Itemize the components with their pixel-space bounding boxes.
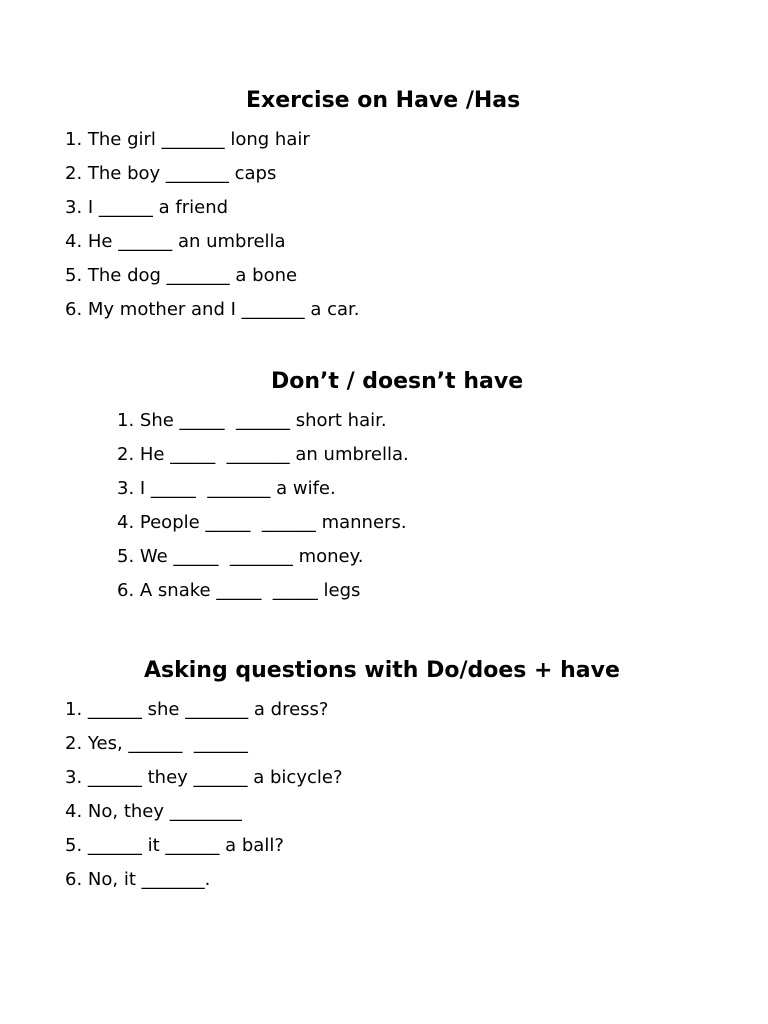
exercise-item: 5. ______ it ______ a ball? — [65, 835, 284, 856]
exercise-item: 6. A snake _____ _____ legs — [117, 580, 361, 601]
exercise-item: 1. She _____ ______ short hair. — [117, 410, 387, 431]
section-heading-dont-doesnt-have: Don’t / doesn’t have — [271, 369, 524, 394]
exercise-item: 3. ______ they ______ a bicycle? — [65, 767, 343, 788]
exercise-item: 3. I _____ _______ a wife. — [117, 478, 336, 499]
section-heading-have-has: Exercise on Have /Has — [246, 88, 521, 113]
exercise-item: 4. People _____ ______ manners. — [117, 512, 407, 533]
exercise-list-asking-questions — [65, 701, 343, 905]
exercise-item: 6. My mother and I _______ a car. — [65, 299, 360, 320]
exercise-item: 4. No, they ________ — [65, 801, 242, 822]
exercise-item: 2. The boy _______ caps — [65, 163, 277, 184]
exercise-item: 5. The dog _______ a bone — [65, 265, 298, 286]
exercise-list-have-has — [65, 131, 360, 335]
exercise-list-dont-doesnt-have — [117, 412, 409, 616]
exercise-item: 2. He _____ _______ an umbrella. — [117, 444, 409, 465]
exercise-item: 1. The girl _______ long hair — [65, 129, 310, 150]
exercise-item: 1. ______ she _______ a dress? — [65, 699, 329, 720]
exercise-item: 4. He ______ an umbrella — [65, 231, 286, 252]
section-heading-asking-questions: Asking questions with Do/does + have — [144, 658, 620, 683]
exercise-item: 3. I ______ a friend — [65, 197, 229, 218]
exercise-item: 6. No, it _______. — [65, 869, 211, 890]
exercise-item: 5. We _____ _______ money. — [117, 546, 364, 567]
exercise-item: 2. Yes, ______ ______ — [65, 733, 248, 754]
